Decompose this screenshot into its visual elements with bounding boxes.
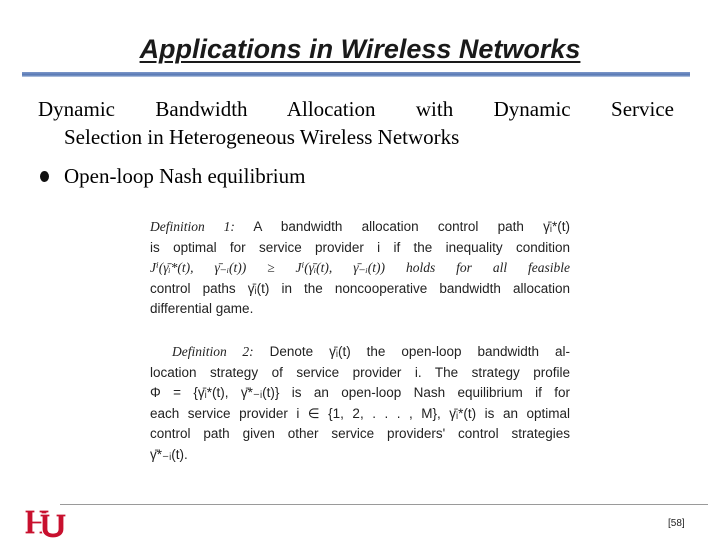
heading-line-2: Selection in Heterogeneous Wireless Networks xyxy=(64,125,460,149)
definition-1-block xyxy=(150,217,570,320)
definition-2-line-5: control path given other service providers' control strategies xyxy=(150,426,570,442)
definition-2-label: Definition 2: xyxy=(172,344,254,359)
bullet-item xyxy=(38,162,305,190)
definition-1-label: Definition 1: xyxy=(150,219,235,234)
university-logo-icon xyxy=(22,504,68,540)
definition-2-block xyxy=(150,342,570,466)
definition-2-line-1 xyxy=(150,342,570,363)
definition-2-line-3: Φ = {γ̄ᵢ*(t), γ̄*₋ᵢ(t)} is an open-loop Nash equilibrium if for xyxy=(150,385,570,401)
section-heading xyxy=(38,95,674,151)
definition-2-line-4: each service provider i ∈ {1, 2, . . . , M}, γ̄ᵢ*(t) is an optimal xyxy=(150,405,570,421)
definition-1-line-5: differential game. xyxy=(150,301,254,317)
slide-title: Applications in Wireless Networks xyxy=(139,34,581,64)
heading-line-1: Dynamic Bandwidth Allocation with Dynamic Service xyxy=(38,97,674,121)
definition-1-line-1-text: A bandwidth allocation control path γ̄ᵢ*(t) xyxy=(253,219,570,234)
page-number: [58] xyxy=(668,518,685,529)
definition-2-line-2: location strategy of service provider i. The strategy profile xyxy=(150,364,570,380)
definition-1-line-4: control paths γ̄ᵢ(t) in the noncooperative bandwidth allocation xyxy=(150,280,570,296)
footer-divider xyxy=(60,504,708,505)
definition-2-line-1-text: Denote γ̄ᵢ(t) the open-loop bandwidth al- xyxy=(269,344,570,359)
definition-2-line-6: γ̄*₋ᵢ(t). xyxy=(150,446,188,462)
bullet-dot-icon xyxy=(40,171,49,182)
bullet-text: Open-loop Nash equilibrium xyxy=(64,164,306,188)
definition-1-line-3: Jⁱ(γ̄ᵢ*(t), γ̄₋ᵢ(t)) ≥ Jⁱ(γ̄ᵢ(t), γ̄₋ᵢ(t)) holds for all feasible xyxy=(150,260,570,276)
title-divider xyxy=(22,72,690,77)
definition-1-line-1 xyxy=(150,217,570,238)
logo-mark xyxy=(25,510,66,538)
definition-1-line-2: is optimal for service provider i if the inequality condition xyxy=(150,239,570,255)
